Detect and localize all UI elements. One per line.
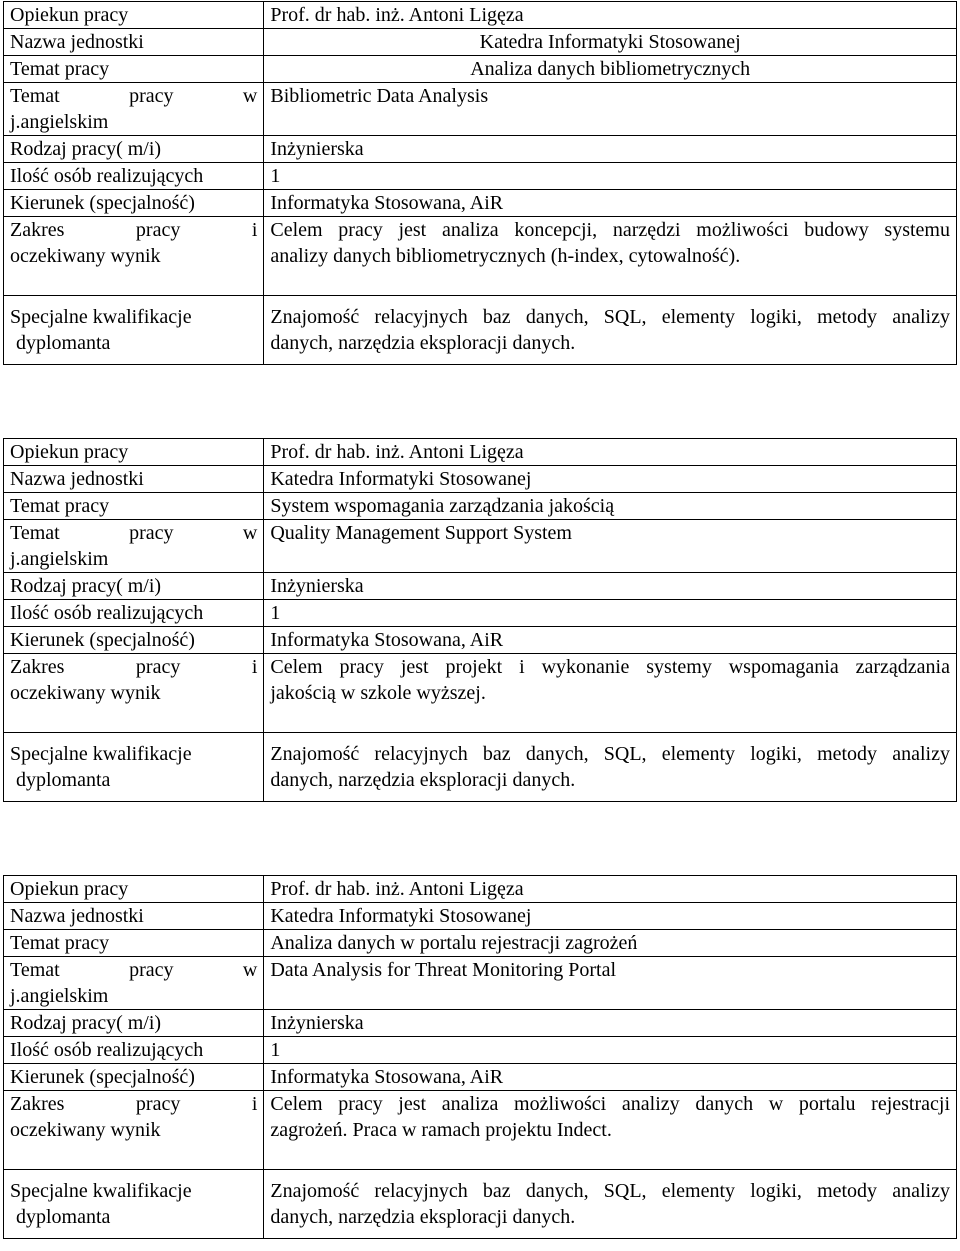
label-word: w (242, 522, 258, 544)
label-supervisor: Opiekun pracy (4, 439, 264, 466)
label-word: pracy (129, 522, 174, 544)
value-topic-en: Data Analysis for Threat Monitoring Portal (264, 957, 957, 1010)
label-scope (4, 217, 264, 296)
label-skills (4, 1170, 264, 1239)
row-skills (4, 1170, 957, 1239)
label-scope-line1 (10, 654, 257, 680)
label-type: Rodzaj pracy( m/i) (4, 1010, 264, 1037)
value-topic-en: Bibliometric Data Analysis (264, 83, 957, 136)
thesis-table-1 (3, 1, 957, 365)
value-scope-line2: analizy danych bibliometrycznych (h-index, cytowalność). (270, 245, 741, 267)
label-type: Rodzaj pracy( m/i) (4, 573, 264, 600)
row-field (4, 627, 957, 654)
value-scope-line1: Celem pracy jest analiza możliwości analizy danych w portalu rejestracji (270, 1093, 950, 1115)
value-type: Inżynierska (264, 1010, 957, 1037)
label-word: Zakres (10, 219, 65, 241)
label-scope (4, 1091, 264, 1170)
label-topic: Temat pracy (4, 493, 264, 520)
label-scope-line1 (10, 1091, 257, 1117)
row-supervisor (4, 439, 957, 466)
row-skills (4, 296, 957, 365)
value-unit: Katedra Informatyki Stosowanej (264, 29, 957, 56)
label-word: i (251, 1093, 258, 1115)
value-skills-line2: danych, narzędzia eksploracji danych. (270, 769, 576, 791)
row-unit (4, 466, 957, 493)
label-topic-en (4, 520, 264, 573)
row-supervisor (4, 876, 957, 903)
row-skills (4, 733, 957, 802)
value-unit: Katedra Informatyki Stosowanej (264, 466, 957, 493)
value-scope (264, 1091, 957, 1170)
value-skills-line1: Znajomość relacyjnych baz danych, SQL, elementy logiki, metody analizy (270, 306, 950, 328)
row-field (4, 1064, 957, 1091)
label-word: Temat (10, 522, 60, 544)
row-type (4, 1010, 957, 1037)
label-word: Temat (10, 959, 60, 981)
label-skills-line2: dyplomanta (16, 332, 111, 354)
label-people: Ilość osób realizujących (4, 163, 264, 190)
label-topic-en-line2: j.angielskim (10, 985, 109, 1007)
thesis-table-3 (3, 875, 957, 1239)
label-people: Ilość osób realizujących (4, 1037, 264, 1064)
label-word: pracy (135, 1093, 181, 1115)
value-unit: Katedra Informatyki Stosowanej (264, 903, 957, 930)
label-word: Temat (10, 85, 60, 107)
row-topic-en (4, 83, 957, 136)
row-topic (4, 930, 957, 957)
value-people: 1 (264, 163, 957, 190)
row-field (4, 190, 957, 217)
value-scope (264, 217, 957, 296)
row-unit (4, 29, 957, 56)
label-field: Kierunek (specjalność) (4, 190, 264, 217)
value-topic: Analiza danych bibliometrycznych (264, 56, 957, 83)
row-scope (4, 1091, 957, 1170)
label-skills-line1: Specjalne kwalifikacje (10, 1180, 192, 1202)
label-unit: Nazwa jednostki (4, 903, 264, 930)
label-word: Zakres (10, 1093, 65, 1115)
value-topic: Analiza danych w portalu rejestracji zagrożeń (264, 930, 957, 957)
label-scope-line2: oczekiwany wynik (10, 245, 161, 267)
row-people (4, 600, 957, 627)
label-topic-en (4, 957, 264, 1010)
label-skills (4, 733, 264, 802)
value-skills (264, 296, 957, 365)
row-topic (4, 56, 957, 83)
row-supervisor (4, 2, 957, 29)
label-skills-line2: dyplomanta (16, 769, 111, 791)
label-supervisor: Opiekun pracy (4, 2, 264, 29)
row-topic-en (4, 957, 957, 1010)
value-field: Informatyka Stosowana, AiR (264, 190, 957, 217)
label-topic-en-line2: j.angielskim (10, 111, 109, 133)
label-topic-en-line2: j.angielskim (10, 548, 109, 570)
value-skills-line2: danych, narzędzia eksploracji danych. (270, 1206, 576, 1228)
label-scope (4, 654, 264, 733)
value-type: Inżynierska (264, 136, 957, 163)
value-field: Informatyka Stosowana, AiR (264, 627, 957, 654)
value-supervisor: Prof. dr hab. inż. Antoni Ligęza (264, 2, 957, 29)
label-supervisor: Opiekun pracy (4, 876, 264, 903)
row-type (4, 136, 957, 163)
label-field: Kierunek (specjalność) (4, 627, 264, 654)
label-word: i (251, 219, 258, 241)
value-people: 1 (264, 1037, 957, 1064)
label-word: pracy (135, 219, 181, 241)
value-type: Inżynierska (264, 573, 957, 600)
value-skills (264, 1170, 957, 1239)
label-scope-line2: oczekiwany wynik (10, 1119, 161, 1141)
row-topic-en (4, 520, 957, 573)
label-topic-en (4, 83, 264, 136)
value-topic: System wspomagania zarządzania jakością (264, 493, 957, 520)
label-skills-line2: dyplomanta (16, 1206, 111, 1228)
value-scope (264, 654, 957, 733)
label-topic-en-line1 (10, 520, 257, 546)
label-topic-en-line1 (10, 83, 257, 109)
row-people (4, 1037, 957, 1064)
label-scope-line1 (10, 217, 257, 243)
label-unit: Nazwa jednostki (4, 466, 264, 493)
value-supervisor: Prof. dr hab. inż. Antoni Ligęza (264, 439, 957, 466)
label-topic: Temat pracy (4, 56, 264, 83)
thesis-table-2 (3, 438, 957, 802)
label-topic: Temat pracy (4, 930, 264, 957)
value-scope-line2: jakością w szkole wyższej. (270, 682, 486, 704)
label-unit: Nazwa jednostki (4, 29, 264, 56)
row-unit (4, 903, 957, 930)
row-scope (4, 654, 957, 733)
label-word: w (242, 85, 258, 107)
label-word: pracy (129, 85, 174, 107)
label-skills-line1: Specjalne kwalifikacje (10, 743, 192, 765)
value-topic-en: Quality Management Support System (264, 520, 957, 573)
value-scope-line1: Celem pracy jest projekt i wykonanie systemy wspomagania zarządzania (270, 656, 950, 678)
value-scope-line2: zagrożeń. Praca w ramach projektu Indect. (270, 1119, 612, 1141)
row-type (4, 573, 957, 600)
value-skills-line1: Znajomość relacyjnych baz danych, SQL, elementy logiki, metody analizy (270, 1180, 950, 1202)
label-skills-line1: Specjalne kwalifikacje (10, 306, 192, 328)
row-topic (4, 493, 957, 520)
value-supervisor: Prof. dr hab. inż. Antoni Ligęza (264, 876, 957, 903)
value-scope-line1: Celem pracy jest analiza koncepcji, narzędzi możliwości budowy systemu (270, 219, 950, 241)
value-skills-line2: danych, narzędzia eksploracji danych. (270, 332, 576, 354)
label-type: Rodzaj pracy( m/i) (4, 136, 264, 163)
label-people: Ilość osób realizujących (4, 600, 264, 627)
label-word: w (242, 959, 258, 981)
label-scope-line2: oczekiwany wynik (10, 682, 161, 704)
label-field: Kierunek (specjalność) (4, 1064, 264, 1091)
value-skills (264, 733, 957, 802)
label-word: i (251, 656, 258, 678)
label-skills (4, 296, 264, 365)
value-people: 1 (264, 600, 957, 627)
row-people (4, 163, 957, 190)
value-skills-line1: Znajomość relacyjnych baz danych, SQL, elementy logiki, metody analizy (270, 743, 950, 765)
row-scope (4, 217, 957, 296)
label-word: pracy (129, 959, 174, 981)
label-word: Zakres (10, 656, 65, 678)
label-topic-en-line1 (10, 957, 257, 983)
value-field: Informatyka Stosowana, AiR (264, 1064, 957, 1091)
label-word: pracy (135, 656, 181, 678)
